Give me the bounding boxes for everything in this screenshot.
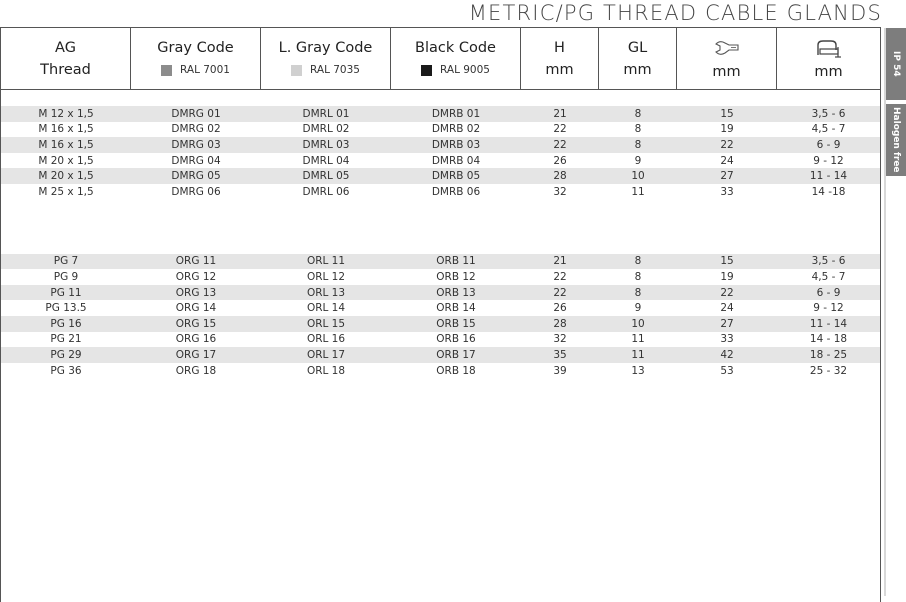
table-cell-gl: 9: [634, 154, 642, 167]
table-row: [1, 316, 880, 332]
table-cell-gray: DMRG 03: [171, 138, 221, 151]
table-cell-wrench: 42: [720, 348, 734, 361]
header-wrench: [677, 28, 777, 89]
table-row: [1, 363, 880, 379]
table-cell-h: 22: [553, 286, 567, 299]
table-cell-black: DMRB 03: [431, 138, 481, 151]
header-gray-code: [131, 28, 261, 89]
table-cell-lgray: ORL 12: [306, 270, 346, 283]
table-cell-lgray: DMRL 04: [302, 154, 350, 167]
header-clamp-unit: mm: [814, 64, 843, 80]
table-cell-wrench: 27: [720, 317, 734, 330]
table-cell-gray: ORG 15: [175, 317, 217, 330]
table-cell-wrench: 33: [720, 185, 734, 198]
table-cell-h: 22: [553, 270, 567, 283]
table-cell-wrench: 24: [720, 302, 734, 315]
table-cell-clamp: 6 - 9: [816, 138, 841, 151]
table-cell-clamp: 14 - 18: [809, 333, 848, 346]
tab-ip54[interactable]: IP 54: [886, 28, 906, 100]
table-cell-clamp: 25 - 32: [809, 364, 848, 377]
header-h-unit: mm: [545, 62, 574, 78]
section-gap: [1, 200, 880, 254]
table-row: [1, 137, 880, 153]
table-cell-black: DMRB 05: [431, 170, 481, 183]
table-row: [1, 269, 880, 285]
table-cell-gray: DMRG 01: [171, 107, 221, 120]
table-cell-lgray: ORL 17: [306, 348, 346, 361]
table-cell-thread: PG 9: [53, 270, 79, 283]
table-cell-gl: 8: [634, 286, 642, 299]
table-cell-gl: 13: [631, 364, 645, 377]
table-cell-lgray: ORL 16: [306, 333, 346, 346]
table-cell-wrench: 19: [720, 123, 734, 136]
header-black-label: Black Code: [415, 40, 496, 56]
table-cell-h: 32: [553, 185, 567, 198]
header-h: [521, 28, 599, 89]
table-row: [1, 184, 880, 200]
table-cell-gl: 8: [634, 123, 642, 136]
header-thread: [1, 28, 131, 89]
table-cell-gray: ORG 13: [175, 286, 217, 299]
table-cell-thread: PG 21: [50, 333, 82, 346]
table-cell-h: 26: [553, 302, 567, 315]
table-cell-clamp: 3,5 - 6: [811, 107, 846, 120]
table-cell-h: 39: [553, 364, 567, 377]
table-cell-clamp: 11 - 14: [809, 317, 848, 330]
table-cell-clamp: 4,5 - 7: [811, 123, 846, 136]
table-cell-thread: PG 29: [50, 348, 82, 361]
table-cell-lgray: ORL 13: [306, 286, 346, 299]
table-cell-gray: DMRG 05: [171, 170, 221, 183]
header-lgray-label: L. Gray Code: [278, 40, 373, 56]
table-row: [1, 285, 880, 301]
header-gl-unit: mm: [623, 62, 652, 78]
table-cell-thread: M 20 x 1,5: [38, 154, 94, 167]
table-cell-wrench: 27: [720, 170, 734, 183]
table-body: [1, 106, 880, 378]
table-cell-h: 35: [553, 348, 567, 361]
table-cell-black: ORB 11: [436, 255, 476, 268]
table-cell-gl: 8: [634, 255, 642, 268]
table-cell-black: DMRB 06: [431, 185, 481, 198]
table-cell-clamp: 6 - 9: [816, 286, 841, 299]
table-cell-lgray: ORL 18: [306, 364, 346, 377]
table-cell-thread: PG 36: [50, 364, 82, 377]
wrench-icon: [714, 38, 740, 60]
table-row: [1, 332, 880, 348]
spec-table-frame: [0, 27, 881, 602]
page-title: METRIC/PG THREAD CABLE GLANDS: [468, 1, 882, 25]
table-row: [1, 106, 880, 122]
table-cell-thread: M 16 x 1,5: [38, 138, 94, 151]
table-cell-gl: 11: [631, 348, 645, 361]
table-cell-lgray: DMRL 05: [302, 170, 350, 183]
table-cell-gray: DMRG 02: [171, 123, 221, 136]
header-gl-label: GL: [627, 40, 648, 56]
header-thread-label: AG: [55, 40, 76, 56]
table-cell-gray: ORG 16: [175, 333, 217, 346]
table-cell-wrench: 33: [720, 333, 734, 346]
table-cell-lgray: DMRL 03: [302, 138, 350, 151]
table-cell-wrench: 24: [720, 154, 734, 167]
table-cell-gray: ORG 17: [175, 348, 217, 361]
table-cell-h: 21: [553, 255, 567, 268]
ral-lgray-label: RAL 7035: [310, 64, 360, 76]
table-cell-clamp: 9 - 12: [813, 302, 844, 315]
table-cell-clamp: 18 - 25: [809, 348, 848, 361]
cable-clamp-icon: [815, 38, 843, 60]
ral-black: [421, 64, 490, 76]
table-cell-lgray: DMRL 01: [302, 107, 350, 120]
table-cell-gl: 10: [631, 317, 645, 330]
table-cell-clamp: 9 - 12: [813, 154, 844, 167]
table-cell-wrench: 15: [720, 255, 734, 268]
ral-black-label: RAL 9005: [440, 64, 490, 76]
table-cell-black: ORB 16: [436, 333, 476, 346]
table-cell-lgray: ORL 11: [306, 255, 346, 268]
table-cell-h: 32: [553, 333, 567, 346]
header-lgray-code: [261, 28, 391, 89]
table-cell-black: ORB 13: [436, 286, 476, 299]
header-thread-sub: Thread: [40, 62, 91, 78]
table-cell-lgray: DMRL 02: [302, 123, 350, 136]
table-cell-wrench: 53: [720, 364, 734, 377]
table-cell-thread: M 20 x 1,5: [38, 170, 94, 183]
table-cell-gl: 11: [631, 185, 645, 198]
table-cell-thread: M 12 x 1,5: [38, 107, 94, 120]
table-cell-thread: PG 13.5: [45, 302, 87, 315]
table-cell-black: ORB 17: [436, 348, 476, 361]
table-cell-clamp: 11 - 14: [809, 170, 848, 183]
table-cell-thread: M 16 x 1,5: [38, 123, 94, 136]
ral-gray-label: RAL 7001: [180, 64, 230, 76]
table-cell-gl: 11: [631, 333, 645, 346]
table-row: [1, 122, 880, 138]
swatch-lgray: [291, 65, 302, 76]
table-cell-h: 22: [553, 123, 567, 136]
table-cell-lgray: ORL 15: [306, 317, 346, 330]
table-cell-h: 21: [553, 107, 567, 120]
swatch-gray: [161, 65, 172, 76]
table-cell-wrench: 15: [720, 107, 734, 120]
table-cell-h: 28: [553, 170, 567, 183]
table-cell-clamp: 3,5 - 6: [811, 255, 846, 268]
table-cell-clamp: 4,5 - 7: [811, 270, 846, 283]
tab-halogen-free[interactable]: Halogen free: [886, 104, 906, 176]
table-cell-thread: PG 7: [53, 255, 79, 268]
table-cell-lgray: ORL 14: [306, 302, 346, 315]
table-cell-black: ORB 18: [436, 364, 476, 377]
table-cell-gray: DMRG 06: [171, 185, 221, 198]
table-cell-gl: 8: [634, 270, 642, 283]
table-cell-thread: PG 16: [50, 317, 82, 330]
table-cell-gl: 9: [634, 302, 642, 315]
ral-lgray: [291, 64, 360, 76]
table-cell-lgray: DMRL 06: [302, 185, 350, 198]
table-cell-gray: ORG 18: [175, 364, 217, 377]
ral-gray: [161, 64, 230, 76]
table-cell-gl: 8: [634, 138, 642, 151]
table-cell-black: DMRB 04: [431, 154, 481, 167]
header-wrench-unit: mm: [712, 64, 741, 80]
table-cell-gl: 10: [631, 170, 645, 183]
header-gray-label: Gray Code: [157, 40, 234, 56]
table-row: [1, 168, 880, 184]
header-clamp: [777, 28, 880, 89]
table-cell-h: 28: [553, 317, 567, 330]
table-cell-thread: PG 11: [50, 286, 82, 299]
table-cell-gl: 8: [634, 107, 642, 120]
table-row: [1, 347, 880, 363]
table-row: [1, 254, 880, 270]
swatch-black: [421, 65, 432, 76]
table-cell-wrench: 19: [720, 270, 734, 283]
table-cell-h: 26: [553, 154, 567, 167]
table-cell-black: DMRB 01: [431, 107, 481, 120]
table-cell-clamp: 14 -18: [811, 185, 846, 198]
table-cell-black: ORB 15: [436, 317, 476, 330]
table-cell-gray: ORG 14: [175, 302, 217, 315]
table-cell-black: DMRB 02: [431, 123, 481, 136]
header-gl: [599, 28, 677, 89]
table-row: [1, 153, 880, 169]
table-header: [1, 28, 880, 90]
header-h-label: H: [554, 40, 565, 56]
table-cell-wrench: 22: [720, 286, 734, 299]
header-black-code: [391, 28, 521, 89]
table-cell-gray: ORG 11: [175, 255, 217, 268]
table-cell-black: ORB 14: [436, 302, 476, 315]
table-cell-gray: ORG 12: [175, 270, 217, 283]
table-cell-wrench: 22: [720, 138, 734, 151]
table-cell-gray: DMRG 04: [171, 154, 221, 167]
table-cell-black: ORB 12: [436, 270, 476, 283]
table-row: [1, 300, 880, 316]
table-cell-h: 22: [553, 138, 567, 151]
table-cell-thread: M 25 x 1,5: [38, 185, 94, 198]
